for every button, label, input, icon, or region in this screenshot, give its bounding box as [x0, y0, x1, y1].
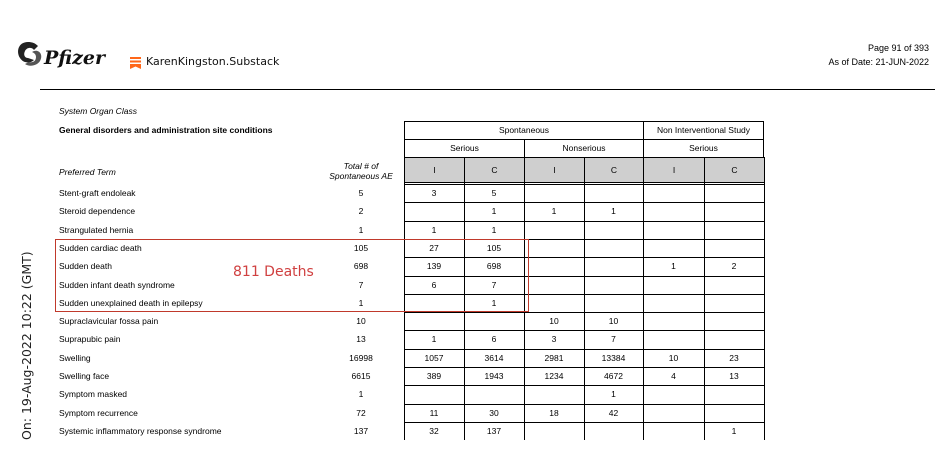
total-count: 105 [353, 242, 369, 253]
total-count: 7 [358, 279, 364, 290]
preferred-term: Supraclavicular fossa pain [59, 316, 159, 327]
data-cell: 3 [551, 334, 557, 345]
grid-line [404, 422, 764, 423]
data-cell: 5 [491, 188, 497, 198]
column-header: C [584, 157, 644, 183]
group-nonserious: Nonserious [524, 139, 644, 158]
total-count: 5 [358, 188, 364, 198]
preferred-term: Sudden death [59, 261, 112, 272]
preferred-term: Sudden infant death syndrome [59, 279, 175, 290]
data-cell: 7 [491, 279, 497, 290]
soc-value: General disorders and administration site conditions [59, 125, 273, 135]
preferred-term: Systemic inflammatory response syndrome [59, 425, 222, 436]
grid-line [404, 385, 764, 386]
substack-icon [130, 56, 141, 68]
soc-label: System Organ Class [59, 106, 137, 116]
total-count: 1 [358, 389, 364, 400]
preferred-term-header: Preferred Term [59, 167, 116, 177]
data-cell: 7 [611, 334, 616, 345]
data-cell: 139 [426, 261, 442, 272]
total-count: 1 [358, 297, 364, 308]
data-cell: 4672 [604, 371, 623, 381]
substack-label: KarenKingston.Substack [146, 55, 280, 68]
data-cell: 10 [668, 352, 679, 363]
preferred-term: Strangulated hernia [59, 224, 134, 235]
data-cell: 10 [608, 316, 619, 327]
grid-line [404, 404, 764, 405]
data-cell: 13 [729, 371, 739, 381]
total-count: 13 [356, 334, 366, 345]
data-cell: 4 [671, 371, 676, 381]
total-header: Total # of Spontaneous AE [329, 161, 393, 181]
column-header: I [643, 157, 705, 183]
data-cell: 1 [491, 206, 497, 217]
total-count: 2 [358, 206, 364, 217]
preferred-term: Swelling [59, 352, 91, 363]
grid-line [404, 312, 764, 313]
preferred-term: Symptom recurrence [59, 407, 138, 418]
data-cell: 389 [426, 371, 442, 381]
preferred-term: Symptom masked [59, 389, 128, 400]
total-count: 698 [353, 261, 369, 272]
preferred-term: Suprapubic pain [59, 334, 121, 345]
data-cell: 2 [731, 261, 737, 272]
data-cell: 1 [611, 206, 616, 217]
total-count: 72 [356, 407, 366, 418]
header-divider [40, 89, 935, 90]
grid-line [404, 367, 764, 368]
page-info [828, 41, 929, 69]
data-cell: 6 [491, 334, 497, 345]
column-header: C [704, 157, 765, 183]
data-cell: 1943 [484, 371, 504, 381]
group-spontaneous: Spontaneous [404, 121, 644, 140]
data-cell: 137 [486, 425, 502, 436]
preferred-term: Swelling face [59, 371, 110, 381]
data-cell: 1057 [424, 352, 444, 363]
data-cell: 42 [608, 407, 619, 418]
data-cell: 23 [729, 352, 739, 363]
data-cell: 1 [611, 389, 616, 400]
data-cell: 3614 [484, 352, 504, 363]
preferred-term: Sudden unexplained death in epilepsy [59, 297, 203, 308]
total-count: 137 [353, 425, 369, 436]
data-cell: 13384 [601, 352, 626, 363]
data-cell: 1 [431, 334, 437, 345]
deaths-annotation: 811 Deaths [233, 264, 314, 280]
total-count: 10 [356, 316, 366, 327]
data-cell: 27 [429, 242, 439, 253]
grid-line [404, 221, 764, 222]
as-of-date: As of Date: 21-JUN-2022 [828, 57, 929, 67]
data-cell: 10 [549, 316, 559, 327]
total-count: 16998 [349, 352, 373, 363]
total-count: 1 [358, 224, 364, 235]
grid-line [404, 202, 764, 203]
substack-credit [130, 55, 279, 68]
data-cell: 1 [671, 261, 676, 272]
data-cell: 6 [431, 279, 437, 290]
side-timestamp: On: 19-Aug-2022 10:22 (GMT) [19, 251, 34, 440]
data-cell: 1 [491, 224, 497, 235]
data-cell: 30 [489, 407, 499, 418]
grid-line [404, 184, 764, 185]
data-cell: 698 [486, 261, 502, 272]
column-header: I [404, 157, 465, 183]
data-cell: 1 [431, 224, 437, 235]
data-cell: 18 [549, 407, 559, 418]
grid-line [404, 330, 764, 331]
grid-line [404, 349, 764, 350]
group-serious: Serious [404, 139, 525, 158]
data-cell: 1 [731, 425, 737, 436]
data-cell: 1 [551, 206, 557, 217]
group-non-interventional: Non Interventional Study [643, 121, 764, 140]
page-number: Page 91 of 393 [867, 43, 929, 53]
grid-line [764, 182, 765, 440]
data-cell: 11 [429, 407, 439, 418]
preferred-term: Steroid dependence [59, 206, 136, 217]
data-cell: 1 [491, 297, 497, 308]
svg-text:Pfizer: Pfizer [44, 47, 105, 69]
data-cell: 3 [431, 188, 437, 198]
data-cell: 32 [429, 425, 439, 436]
column-header: C [464, 157, 525, 183]
preferred-term: Stent-graft endoleak [59, 188, 136, 198]
total-count: 6615 [351, 371, 371, 381]
data-cell: 105 [486, 242, 502, 253]
data-cell: 1234 [544, 371, 564, 381]
preferred-term: Sudden cardiac death [59, 242, 142, 253]
pfizer-logo [14, 34, 105, 76]
data-cell: 2981 [544, 352, 564, 363]
column-header: I [524, 157, 585, 183]
group-serious-nis: Serious [643, 139, 764, 158]
